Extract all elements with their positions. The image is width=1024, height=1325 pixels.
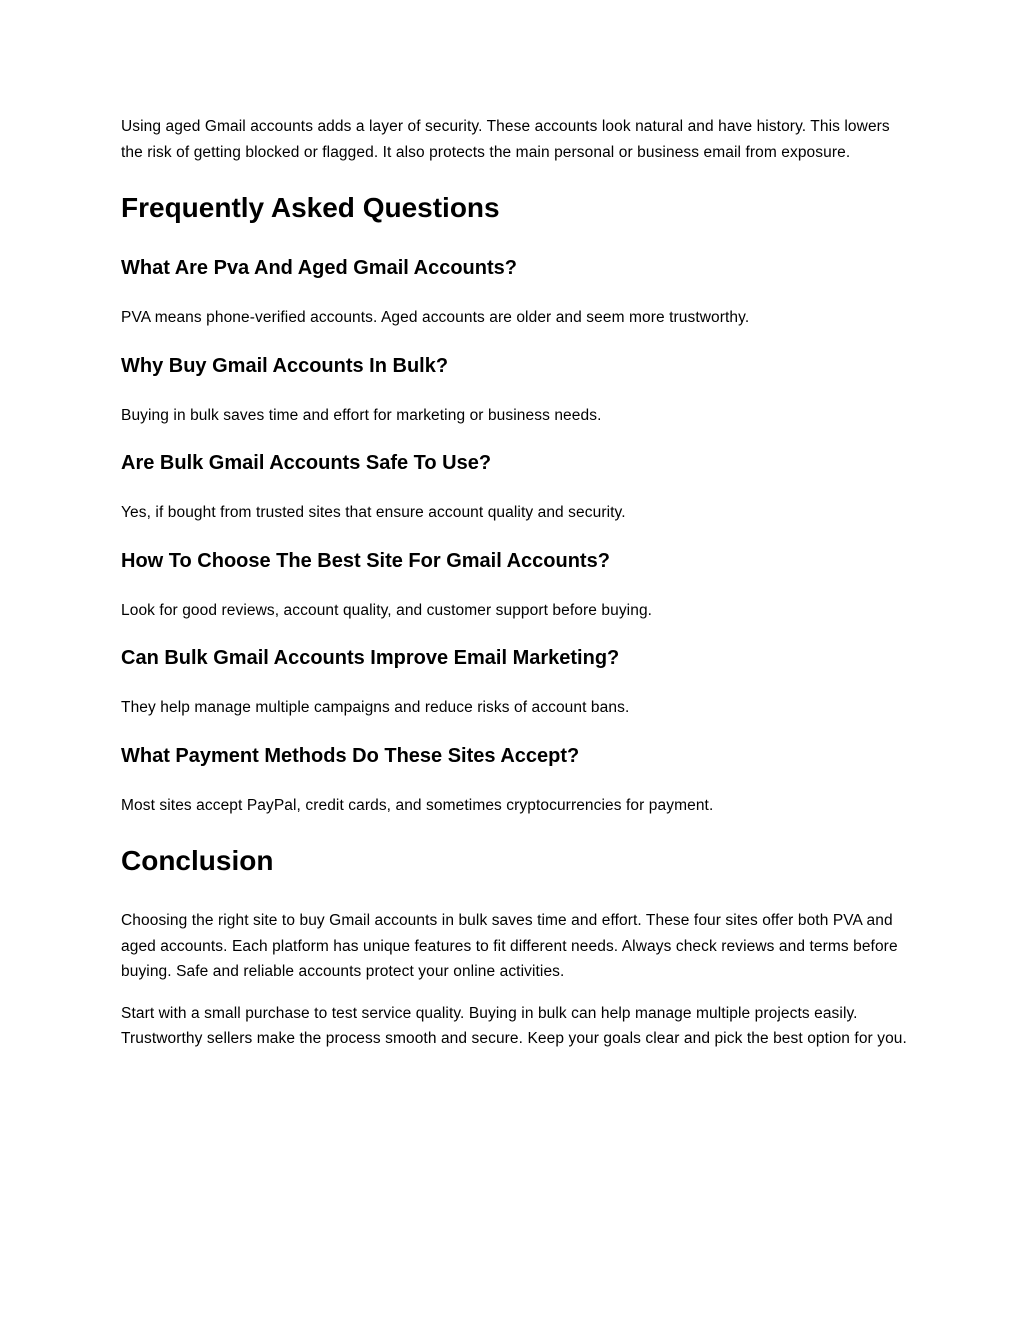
faq-item <box>121 743 909 819</box>
faq-item <box>121 255 909 331</box>
faq-question: Are Bulk Gmail Accounts Safe To Use? <box>121 452 492 474</box>
faq-answer: Yes, if bought from trusted sites that ensure account quality and security. <box>121 504 626 521</box>
faq-item <box>121 353 909 429</box>
faq-answer: Buying in bulk saves time and effort for marketing or business needs. <box>121 406 602 424</box>
faq-answer: Look for good reviews, account quality, and customer support before buying. <box>121 601 653 619</box>
faq-question: What Are Pva And Aged Gmail Accounts? <box>121 257 517 279</box>
faq-question: Why Buy Gmail Accounts In Bulk? <box>121 354 449 377</box>
faq-item <box>121 548 909 624</box>
conclusion-section-title: Conclusion <box>121 845 274 876</box>
faq-question: Can Bulk Gmail Accounts Improve Email Marketing? <box>121 647 620 669</box>
faq-item <box>121 450 909 526</box>
faq-answer: They help manage multiple campaigns and reduce risks of account bans. <box>121 699 630 716</box>
conclusion-paragraph: Choosing the right site to buy Gmail accounts in bulk saves time and effort. These four sites offer both PVA and aged accounts. Each platform has unique features to fit different needs. Always check reviews and terms before buying. Safe and reliable accounts protect your online activities. <box>121 912 898 980</box>
faq-question: What Payment Methods Do These Sites Accept? <box>121 744 580 767</box>
faq-section-title: Frequently Asked Questions <box>121 192 500 223</box>
faq-answer: Most sites accept PayPal, credit cards, and sometimes cryptocurrencies for payment. <box>121 796 714 814</box>
intro-paragraph: Using aged Gmail accounts adds a layer of security. These accounts look natural and have history. This lowers the risk of getting blocked or flagged. It also protects the main personal or business email from exposure. <box>121 118 890 161</box>
faq-question: How To Choose The Best Site For Gmail Accounts? <box>121 549 610 572</box>
faq-answer: PVA means phone-verified accounts. Aged accounts are older and seem more trustworthy. <box>121 309 750 326</box>
faq-item <box>121 645 909 721</box>
conclusion-paragraph: Start with a small purchase to test service quality. Buying in bulk can help manage multiple projects easily. Trustworthy sellers make the process smooth and secure. Keep your goals clear and pick the best option for you. <box>121 1004 907 1047</box>
